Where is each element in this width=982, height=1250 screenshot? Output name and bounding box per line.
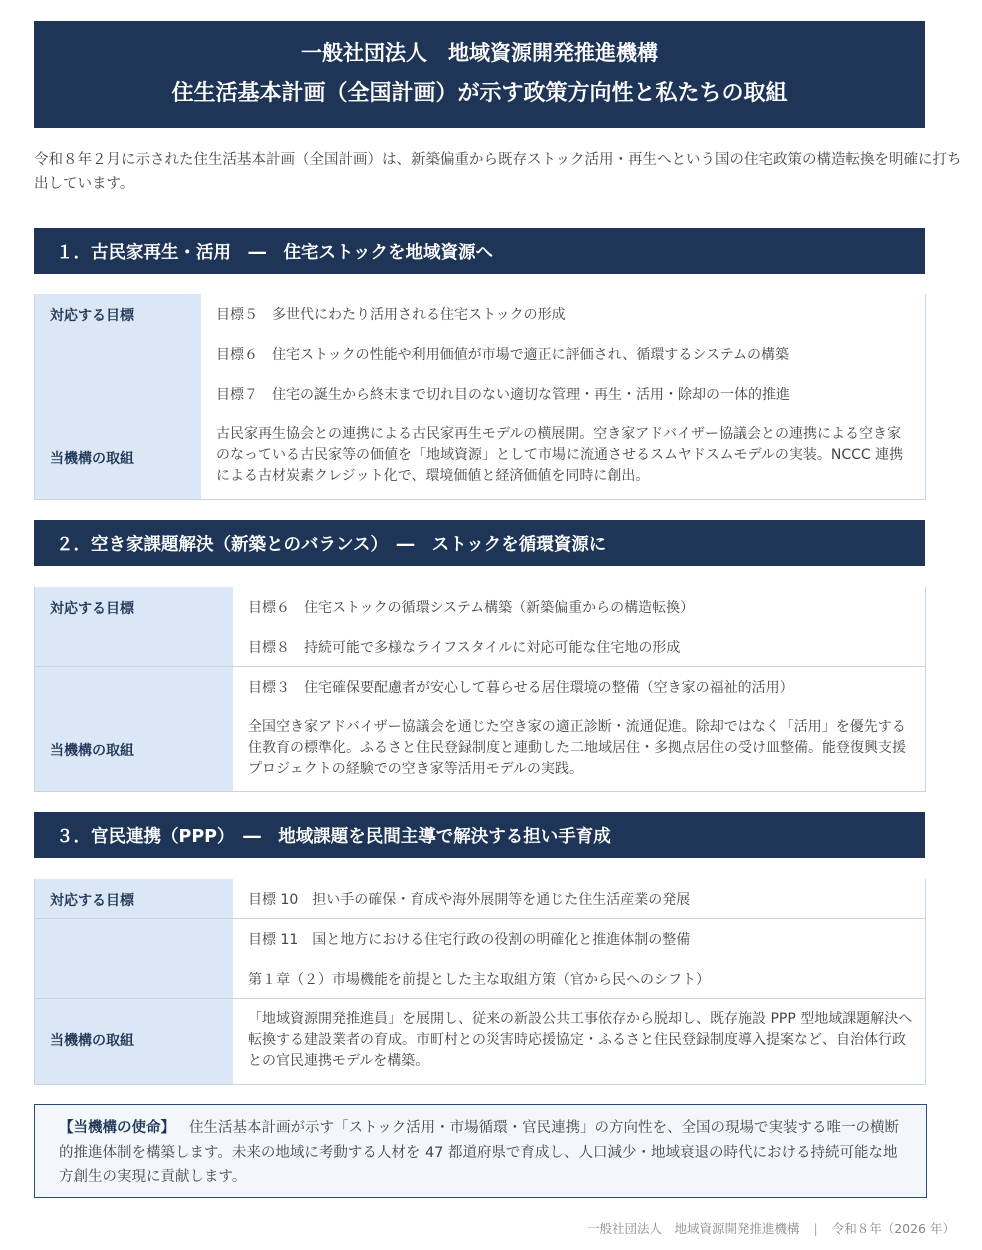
intro-text: 令和８年２月に示された住生活基本計画（全国計画）は、新築偏重から既存ストック活用・再生へという国の住宅政策の構造転換を明確に打ち出しています。 — [34, 152, 962, 192]
section-1-label-column — [35, 294, 201, 499]
section-2-heading: ２．空き家課題解決（新築とのバランス） ― ストックを循環資源に — [34, 520, 925, 566]
goals-label: 対応する目標 — [50, 601, 134, 617]
section-3-initiative-label-cell — [35, 999, 233, 1084]
footer-org: 一般社団法人 地域資源開発推進機構 — [586, 1221, 800, 1236]
footer — [587, 1219, 955, 1237]
initiative-label: 当機構の取組 — [50, 451, 134, 467]
mission-label: 【当機構の使命】 — [59, 1120, 175, 1136]
mission-text: 住生活基本計画が示す「ストック活用・市場循環・官民連携」の方向性を、全国の現場で実装する唯一の横断的推進体制を構築します。未来の地域に考動する人材を 47 都道府県で育成し、人口減少・地域衰退の時代における持続可能な地方創生の実現に貢献します。 — [59, 1120, 900, 1185]
section-3-table — [34, 879, 926, 1085]
footer-date: 令和８年（2026 年） — [831, 1221, 955, 1236]
org-name: 一般社団法人 地域資源開発推進機構 — [301, 40, 658, 65]
section-2-initiative-label-cell — [35, 667, 233, 791]
initiative-text: 全国空き家アドバイザー協議会を通じた空き家の適正診断・流通促進。除却ではなく「活用」を優先する住教育の標準化。ふるさと住民登録制度と連動した二地域居住・多拠点居住の受け皿整備。能登復興支援プロジェクトの経験での空き家等活用モデルの実践。 — [248, 719, 906, 777]
goal-item: 目標 10 担い手の確保・育成や海外展開等を通じた住生活産業の発展 — [248, 892, 691, 908]
goal-item: 第１章（２）市場機能を前提とした主な取組方策（官から民へのシフト） — [248, 972, 710, 988]
section-1-heading: １．古民家再生・活用 ― 住宅ストックを地域資源へ — [34, 228, 925, 274]
row-divider — [35, 666, 925, 667]
section-1-table — [34, 294, 926, 500]
footer-separator: | — [813, 1221, 818, 1236]
initiative-text: 「地域資源開発推進員」を展開し、従来の新設公共工事依存から脱却し、既存施設 PPP 型地域課題解決へ転換する建設業者の育成。市町村との災害時応援協定・ふるさと住民登録制度導入提案など、自治体行政との官民連携モデルを構築。 — [248, 1011, 913, 1069]
page-title: 住生活基本計画（全国計画）が示す政策方向性と私たちの取組 — [171, 80, 788, 106]
row-divider — [35, 998, 925, 999]
row-divider — [35, 918, 925, 919]
section-2-table — [34, 587, 926, 792]
section-3-goals-label-cell — [35, 879, 233, 918]
goal-item: 目標６ 住宅ストックの性能や利用価値が市場で適正に評価され、循環するシステムの構築 — [216, 347, 790, 363]
section-3-heading: ３．官民連携（PPP） ― 地域課題を民間主導で解決する担い手育成 — [34, 812, 925, 858]
goals-label: 対応する目標 — [50, 893, 134, 909]
mission-box — [34, 1104, 927, 1198]
initiative-label: 当機構の取組 — [50, 743, 134, 759]
initiative-text: 古民家再生協会との連携による古民家再生モデルの横展開。空き家アドバイザー協議会との連携による空き家のなっている古民家等の価値を「地域資源」として市場に流通させるスムヤドスムモデルの実装。NCCC 連携による古材炭素クレジット化で、環境価値と経済価値を同時に創出。 — [216, 426, 904, 484]
goal-item: 目標６ 住宅ストックの循環システム構築（新築偏重からの構造転換） — [248, 600, 695, 616]
goal-item: 目標５ 多世代にわたり活用される住宅ストックの形成 — [216, 307, 566, 323]
goal-item: 目標８ 持続可能で多様なライフスタイルに対応可能な住宅地の形成 — [248, 640, 681, 656]
goal-item: 目標３ 住宅確保要配慮者が安心して暮らせる居住環境の整備（空き家の福祉的活用） — [248, 680, 794, 696]
section-3-empty-label-cell — [35, 919, 233, 998]
goal-item: 目標７ 住宅の誕生から終末まで切れ目のない適切な管理・再生・活用・除却の一体的推進 — [216, 387, 790, 403]
goals-label: 対応する目標 — [50, 308, 134, 324]
initiative-label: 当機構の取組 — [50, 1033, 134, 1049]
section-2-goals-label-cell — [35, 587, 233, 666]
title-banner — [34, 21, 925, 128]
goal-item: 目標 11 国と地方における住宅行政の役割の明確化と推進体制の整備 — [248, 932, 691, 948]
